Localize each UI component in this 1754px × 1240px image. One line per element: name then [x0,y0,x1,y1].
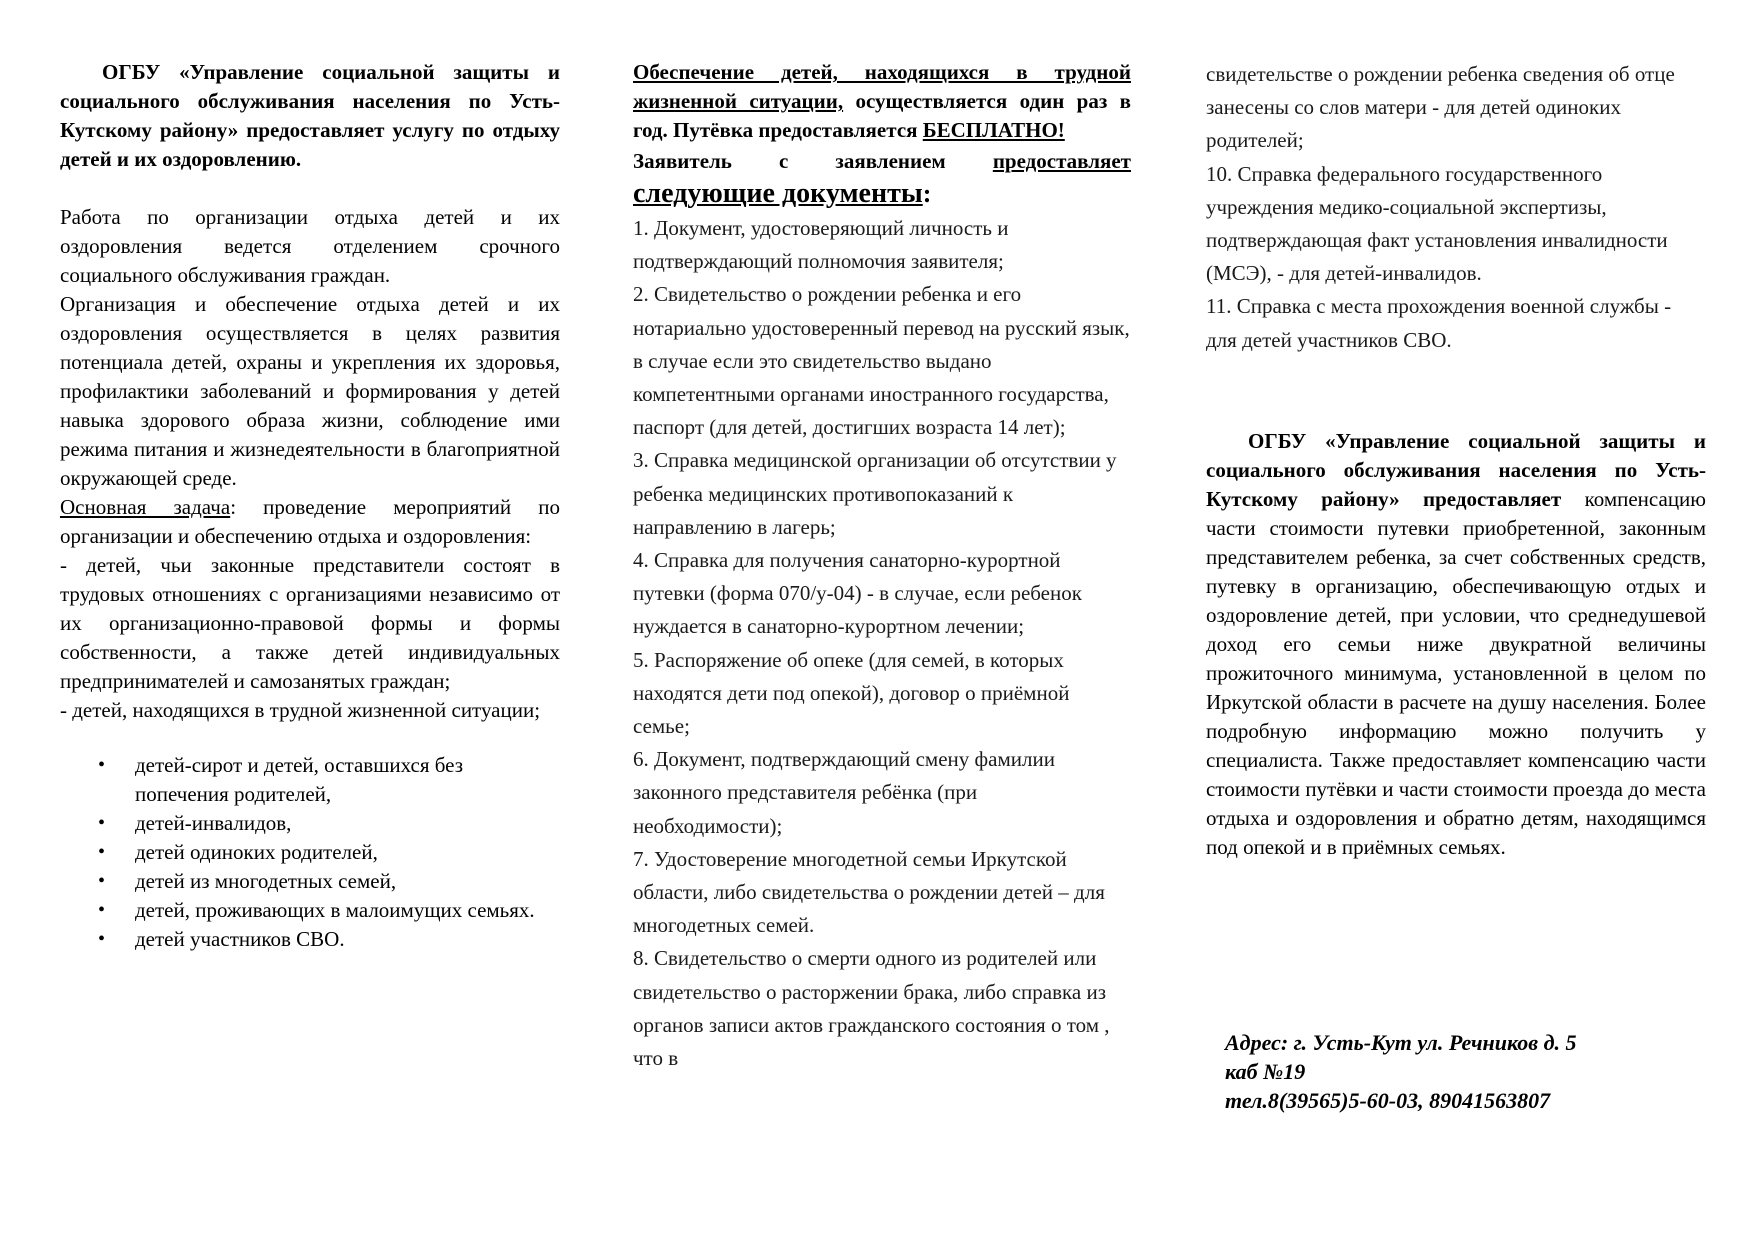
dash-item-employed: - детей, чьи законные представители состоят в трудовых отношениях с организациями независимо от их организационно-правовой формы и формы собственности, а также детей индивидуальных предпринимателей и самозанятых граждан; [60,553,560,693]
document-item: 5. Распоряжение об опеке (для семей, в которых находятся дети под опекой), договор о приёмной семье; [633,647,1070,739]
list-item: • детей из многодетных семей, [60,867,560,896]
documents-heading-colon: : [922,179,932,208]
documents-heading: следующие документы [633,178,923,209]
document-item: 7. Удостоверение многодетной семьи Иркутской области, либо свидетельства о рождении детей – для многодетных семей. [633,846,1105,938]
address-line: Адрес: г. Усть-Кут ул. Речников д. 5 [1225,1030,1577,1055]
phone-line: тел.8(39565)5-60-03, 89041563807 [1225,1088,1551,1113]
document-item: 6. Документ, подтверждающий смену фамилии законного представителя ребёнка (при необходимости); [633,747,1055,838]
service-intro: ОГБУ «Управление социальной защиты и социального обслуживания населения по Усть-Кутскому району» предоставляет услугу по отдыху детей и их оздоровлению. [60,60,560,171]
documents-list [633,212,1131,1075]
bullet-list [60,751,560,954]
compensation-org: ОГБУ «Управление социальной защиты и социального обслуживания населения по Усть-Кутскому району» предоставляет [1206,428,1706,511]
list-item: • детей, проживающих в малоимущих семьях. [60,896,560,925]
free-word: БЕСПЛАТНО! [922,118,1065,142]
compensation-paragraph [1206,427,1706,862]
list-item: • детей-инвалидов, [60,809,560,838]
compensation-text: компенсацию части стоимости путевки приобретенной, законным представителем ребенка, за счет собственных средств, путевку в организацию, обеспечивающую отдых и оздоровление детей, при условии, что среднедушевой доход его семьи ниже двукратной величины прожиточного минимума, установленной в целом по Иркутской области в расчете на душу населения. Более подробную информацию можно получить у специалиста. Также предоставляет компенсацию части стоимости путёвки и части стоимости проезда до места отдыха и оздоровления и обратно детям, находящимся под опекой и в приёмных семьях. [1206,486,1706,859]
list-item: • детей-сирот и детей, оставшихся без попечения родителей, [60,751,560,809]
document-item: свидетельстве о рождении ребенка сведения об отце занесены со слов матери - для детей одиноких родителей; [1206,62,1675,153]
document-item: 11. Справка с места прохождения военной службы - для детей участников СВО. [1206,294,1672,352]
column-right [1206,58,1706,862]
document-item: 10. Справка федерального государственного учреждения медико-социальной экспертизы, подтверждающая факт установления инвалидности (МСЭ), - для детей-инвалидов. [1206,161,1668,286]
contact-block [1225,1028,1577,1115]
document-item: 2. Свидетельство о рождении ребенка и его нотариально удостоверенный перевод на русский язык, в случае если это свидетельство выдано компетентными органами иностранного государства, паспорт (для детей, достигших возраста 14 лет); [633,282,1130,440]
column-middle [633,58,1131,1075]
main-task-text: : проведение мероприятий по организации и обеспечению отдыха и оздоровления: [60,495,560,548]
main-task-label: Основная задача [60,495,231,519]
document-item: 8. Свидетельство о смерти одного из родителей или свидетельство о расторжении брака, либо справка из органов записи актов гражданского состояния о том , что в [633,946,1110,1071]
document-item: 3. Справка медицинской организации об отсутствии у ребенка медицинских противопоказаний к направлению в лагерь; [633,448,1117,539]
free-provision-paragraph [633,58,1131,145]
room-line: каб №19 [1225,1059,1306,1084]
documents-list-continued [1206,58,1706,357]
free-provision-text: осуществляется один раз в год. Путёвка предоставляется [633,89,1132,142]
documents-heading-line [633,176,1131,212]
paragraph-organization: Работа по организации отдыха детей и их оздоровления ведется отделением срочного социального обслуживания граждан. [60,205,560,287]
document-item: 4. Справка для получения санаторно-курортной путевки (форма 070/у-04) - в случае, если ребенок нуждается в санаторно-курортном лечении; [633,548,1082,639]
applicant-provides: предоставляет [992,149,1131,173]
list-item: • детей участников СВО. [60,925,560,954]
applicant-line [633,147,1131,176]
column-left [60,58,560,954]
main-task-paragraph [60,493,560,551]
paragraph-goals: Организация и обеспечение отдыха детей и их оздоровления осуществляется в целях развития потенциала детей, охраны и укрепления их здоровья, профилактики заболеваний и формирования у детей навыка здорового образа жизни, соблюдение ими режима питания и жизнедеятельности в благоприятной окружающей среде. [60,292,560,490]
document-item: 1. Документ, удостоверяющий личность и подтверждающий полномочия заявителя; [633,216,1009,274]
list-item: • детей одиноких родителей, [60,838,560,867]
dash-item-hardship: - детей, находящихся в трудной жизненной ситуации; [60,698,541,722]
free-provision-underlined: Обеспечение детей, находящихся в трудной жизненной ситуации, [633,60,1131,113]
applicant-text: Заявитель с заявлением [633,149,993,173]
